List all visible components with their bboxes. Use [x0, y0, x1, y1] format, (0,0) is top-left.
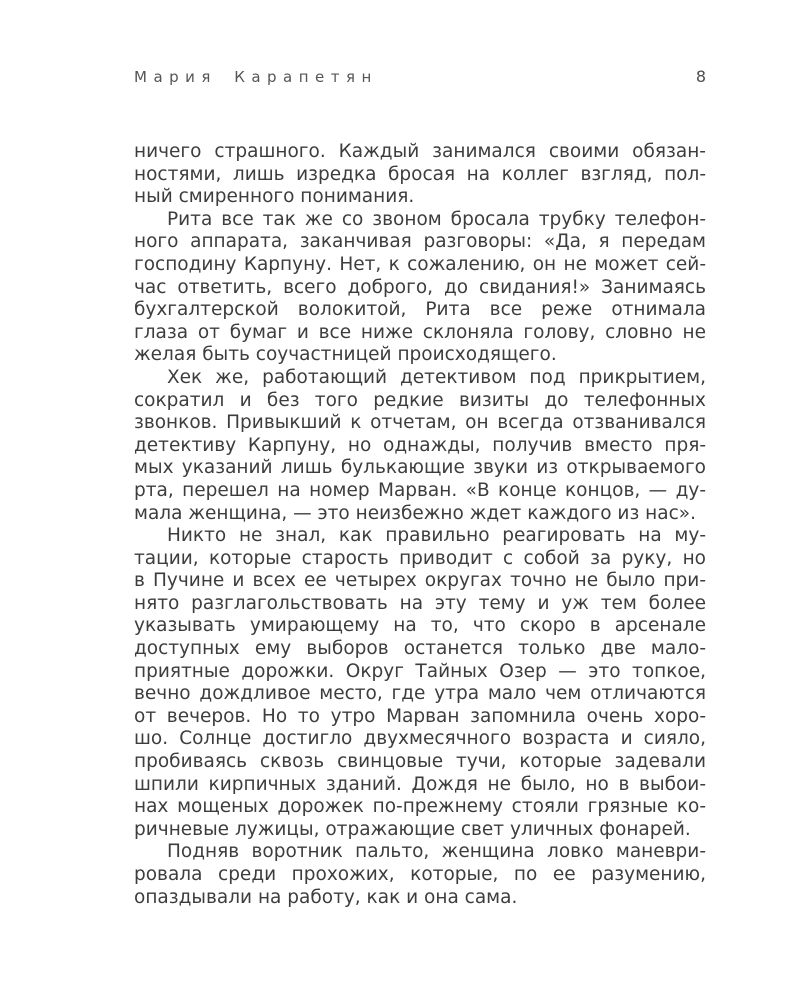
text-line: мала женщина, — это неизбежно ждет каждого из нас».: [134, 502, 696, 524]
text-line: Хек же, работающий детективом под прикрытием,: [167, 366, 706, 388]
text-line: сократил и без того редкие визиты до телефонных: [134, 389, 706, 411]
text-line: ного аппарата, заканчивая разговоры: «Да, я передам: [134, 231, 706, 253]
paragraph: [134, 525, 706, 841]
text-line: желая быть соучастницей происходящего.: [134, 344, 557, 366]
text-line: указывать умирающему на то, что скоро в арсенале: [134, 615, 706, 637]
paragraph: [134, 141, 706, 209]
paragraph: [134, 367, 706, 525]
text-line: ничего страшного. Каждый занимался своими обязан-: [134, 141, 706, 162]
text-line: глаза от бумаг и все ниже склоняла голову, словно не: [134, 321, 706, 343]
text-line: пробиваясь сквозь свинцовые тучи, которые задевали: [134, 751, 706, 773]
text-line: рта, перешел на номер Марван. «В конце концов, — ду-: [134, 479, 706, 501]
text-line: бухгалтерской волокитой, Рита все реже отнимала: [134, 299, 706, 321]
running-header: [134, 67, 706, 86]
text-line: ровала среди прохожих, которые, по ее разумению,: [134, 864, 706, 885]
text-line: господину Карпуну. Нет, к сожалению, он не может сей-: [134, 253, 706, 275]
text-line: шо. Солнце достигло двухмесячного возраста и сияло,: [134, 728, 706, 750]
text-line: ностями, лишь изредка бросая на коллег взгляд, пол-: [134, 163, 706, 185]
text-line: Рита все так же со звоном бросала трубку телефон-: [167, 208, 706, 230]
text-line: опаздывали на работу, как и она сама.: [134, 886, 518, 908]
text-line: звонков. Привыкший к отчетам, он всегда отзванивался: [134, 412, 706, 434]
text-line: ный смиренного понимания.: [134, 186, 415, 208]
paragraph: [134, 841, 706, 909]
text-line: мых указаний лишь булькающие звуки из открываемого: [134, 457, 706, 479]
text-line: от вечеров. Но то утро Марван запомнила очень хоро-: [134, 705, 706, 727]
text-line: тации, которые старость приводит с собой за руку, но: [134, 547, 706, 569]
text-line: ричневые лужицы, отражающие свет уличных фонарей.: [134, 818, 691, 840]
text-line: нах мощеных дорожек по-прежнему стояли грязные ко-: [134, 796, 706, 818]
text-line: детективу Карпуну, но однажды, получив вместо пря-: [134, 434, 706, 456]
paragraph: [134, 209, 706, 367]
text-line: Подняв воротник пальто, женщина ловко маневри-: [167, 841, 706, 863]
text-line: доступных ему выборов останется только две мало-: [134, 638, 706, 660]
text-line: Никто не знал, как правильно реагировать на му-: [167, 525, 706, 547]
text-line: шпили кирпичных зданий. Дождя не было, но в выбои-: [134, 773, 706, 795]
text-line: приятные дорожки. Округ Тайных Озер — это топкое,: [134, 660, 706, 682]
text-line: вечно дождливое место, где утра мало чем отличаются: [134, 683, 706, 705]
text-line: час ответить, всего доброго, до свидания!» Занимаясь: [134, 276, 706, 298]
page-number: 8: [695, 67, 706, 86]
text-line: нято разглагольствовать на эту тему и уж тем более: [134, 592, 706, 614]
text-line: в Пучине и всех ее четырех округах точно не было при-: [134, 570, 706, 592]
header-author: Мария Карапетян: [134, 68, 378, 86]
page-body: [134, 141, 706, 909]
